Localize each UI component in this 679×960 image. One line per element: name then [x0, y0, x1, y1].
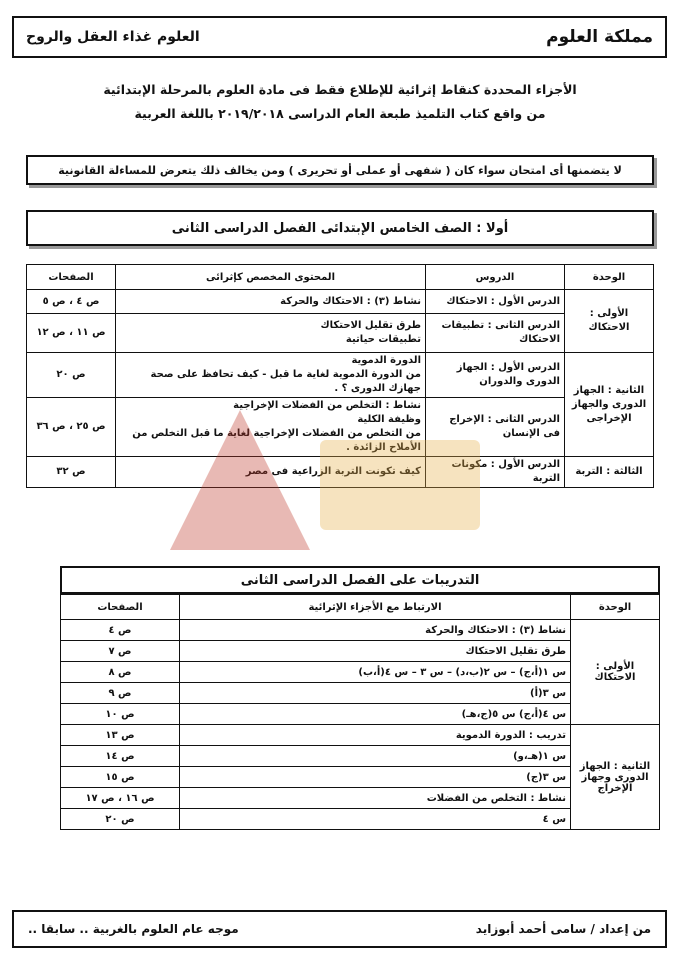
- table-row: [61, 746, 660, 767]
- footer-role: موجه عام العلوم بالغربية .. سابقا ..: [28, 922, 239, 936]
- warning-text: لا يتضمنها أى امتحان سواء كان ( شفهى أو عملى أو تحريرى ) ومن يخالف ذلك يتعرض للمساءلة القانونية: [58, 163, 622, 177]
- t1-content-cell: [116, 353, 426, 398]
- t1-pages-cell: ص ٢٠: [27, 353, 116, 398]
- t2-link-cell: س ٤: [180, 809, 571, 830]
- t1-lesson-cell: الدرس الأول : الاحتكاك: [426, 290, 565, 314]
- t1-content-line: من التخلص من الفضلات الإخراجية لغاية ما قبل التخلص من الأملاح الزائدة .: [132, 428, 421, 453]
- t1-content-cell: [116, 290, 426, 314]
- table-row: [61, 809, 660, 830]
- t2-pages-cell: ص ٩: [61, 683, 180, 704]
- header-right-title: العلوم غذاء العقل والروح: [26, 29, 200, 45]
- t2-link-cell: نشاط (٣) : الاحتكاك والحركة: [180, 620, 571, 641]
- table-row: [61, 704, 660, 725]
- t2-unit-cell: الثانية : الجهاز الدورى وجهاز الإخراج: [571, 725, 660, 830]
- table-row: [61, 725, 660, 746]
- t2-header-unit: الوحدة: [571, 595, 660, 620]
- t1-content-line: الدورة الدموية: [351, 355, 421, 366]
- t1-lesson-cell: الدرس الأول : الجهاز الدورى والدوران: [426, 353, 565, 398]
- t1-header-content: المحتوى المخصص كإثرائى: [116, 265, 426, 290]
- t2-pages-cell: ص ١٤: [61, 746, 180, 767]
- t1-pages-cell: ص ١١ ، ص ١٢: [27, 314, 116, 353]
- t1-header-unit: الوحدة: [565, 265, 654, 290]
- t2-pages-cell: ص ١٠: [61, 704, 180, 725]
- page-header: [12, 16, 667, 58]
- title-line-2: من واقع كتاب التلميذ طبعة العام الدراسى ٢٠١٩/٢٠١٨ باللغة العربية: [134, 106, 546, 121]
- t1-pages-cell: ص ٤ ، ص ٥: [27, 290, 116, 314]
- t1-content-line: طرق تقليل الاحتكاك: [320, 320, 421, 331]
- t2-link-cell: س ١(هـ،و): [180, 746, 571, 767]
- header-left-title: مملكة العلوم: [546, 27, 653, 47]
- t1-content-line: كيف تكونت التربة الزراعية فى مصر: [245, 466, 421, 477]
- title-line-1: الأجزاء المحددة كنقاط إثرائية للإطلاع فقط فى مادة العلوم بالمرحلة الإبتدائية: [103, 82, 577, 97]
- t2-link-cell: تدريب : الدورة الدموية: [180, 725, 571, 746]
- table-row: [27, 290, 654, 314]
- table-row: [61, 683, 660, 704]
- t1-content-line: نشاط : التخلص من الفضلات الإخراجية: [233, 400, 421, 411]
- section1-title-box: [26, 210, 654, 246]
- section1-title: أولا : الصف الخامس الإبتدائى الفصل الدراسى الثانى: [171, 220, 509, 236]
- t2-pages-cell: ص ٢٠: [61, 809, 180, 830]
- warning-box: [26, 155, 654, 185]
- t2-header-link: الارتباط مع الأجزاء الإثرائية: [180, 595, 571, 620]
- t1-unit-cell: الثانية : الجهاز الدورى والجهاز الإخراجى: [565, 353, 654, 457]
- t2-pages-cell: ص ١٥: [61, 767, 180, 788]
- t1-unit-cell: الأولى : الاحتكاك: [565, 290, 654, 353]
- table-row: [61, 788, 660, 809]
- exercises-table: [60, 594, 660, 830]
- t1-header-pages: الصفحات: [27, 265, 116, 290]
- table-row: [27, 314, 654, 353]
- t1-header-lessons: الدروس: [426, 265, 565, 290]
- t1-pages-cell: ص ٢٥ ، ص ٣٦: [27, 398, 116, 457]
- table-row: [27, 353, 654, 398]
- footer-author: من إعداد / سامى أحمد أبوزايد: [475, 922, 651, 936]
- t2-pages-cell: ص ١٦ ، ص ١٧: [61, 788, 180, 809]
- document-title: [20, 78, 660, 126]
- t2-pages-cell: ص ٧: [61, 641, 180, 662]
- enrichment-table: [26, 264, 654, 488]
- t2-link-cell: نشاط : التخلص من الفضلات: [180, 788, 571, 809]
- t1-content-line: من الدورة الدموية لغاية ما قبل - كيف تحافظ على صحة جهازك الدورى ؟ .: [150, 369, 421, 394]
- t2-link-cell: طرق تقليل الاحتكاك: [180, 641, 571, 662]
- t2-link-cell: س ٣(ج): [180, 767, 571, 788]
- t2-unit-cell: الأولى : الاحتكاك: [571, 620, 660, 725]
- t2-header-pages: الصفحات: [61, 595, 180, 620]
- t1-content-line: نشاط (٣) : الاحتكاك والحركة: [280, 295, 421, 307]
- t1-content-line: وظيفة الكلية: [357, 414, 421, 425]
- t1-lesson-cell: الدرس الثانى : تطبيقات الاحتكاك: [426, 314, 565, 353]
- t1-lesson-cell: الدرس الأول : مكونات التربة: [426, 457, 565, 488]
- t1-content-line: تطبيقات حياتية: [345, 334, 421, 345]
- t1-pages-cell: ص ٣٢: [27, 457, 116, 488]
- section2-title-box: [60, 566, 660, 594]
- t2-link-cell: س ١(أ،ج) – س ٢(ب،د) – س ٣ – س ٤(أ،ب): [180, 662, 571, 683]
- t2-pages-cell: ص ١٣: [61, 725, 180, 746]
- t1-content-cell: [116, 457, 426, 488]
- table-row: [61, 767, 660, 788]
- t2-pages-cell: ص ٤: [61, 620, 180, 641]
- t2-link-cell: س ٤(أ،ج) س ٥(ج،هـ): [180, 704, 571, 725]
- t1-content-cell: [116, 314, 426, 353]
- t2-pages-cell: ص ٨: [61, 662, 180, 683]
- t2-link-cell: س ٣(أ): [180, 683, 571, 704]
- table-row: [61, 662, 660, 683]
- table-row: [27, 398, 654, 457]
- table-row: [61, 641, 660, 662]
- page-footer: [12, 910, 667, 948]
- table-row: [27, 457, 654, 488]
- t1-lesson-cell: الدرس الثانى : الإخراج فى الإنسان: [426, 398, 565, 457]
- t1-unit-cell: الثالثة : التربة: [565, 457, 654, 488]
- section2-title: التدريبات على الفصل الدراسى الثانى: [240, 572, 480, 588]
- table-row: [61, 620, 660, 641]
- t1-content-cell: [116, 398, 426, 457]
